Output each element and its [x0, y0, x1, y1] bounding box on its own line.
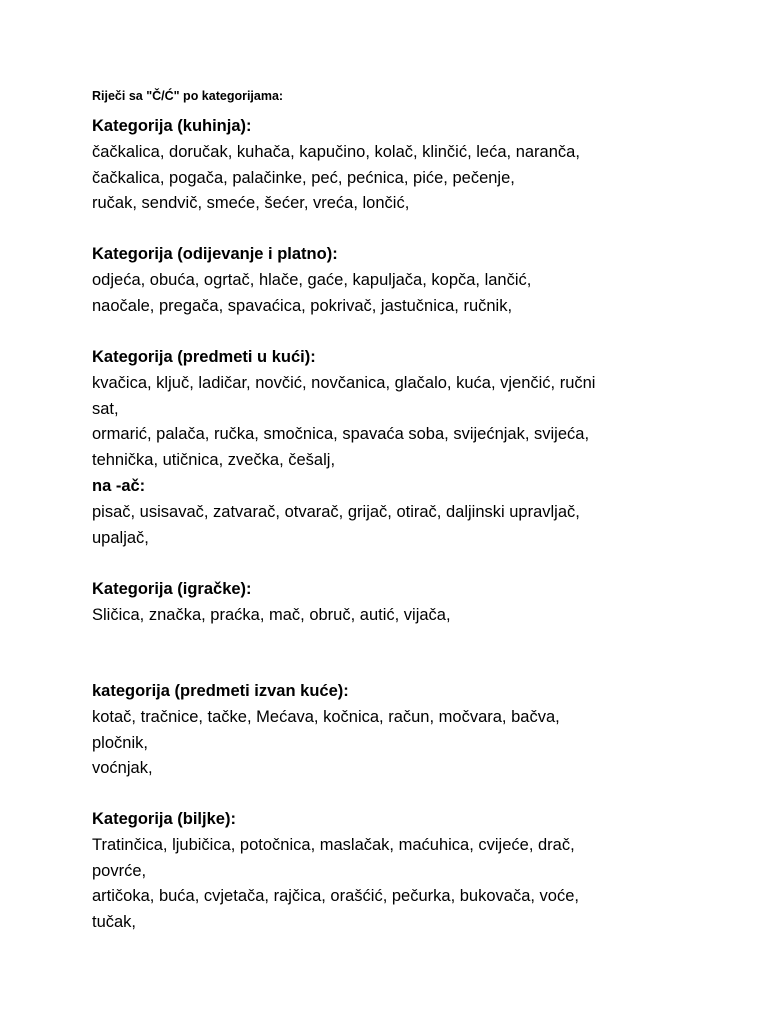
word-list-line: tehnička, utičnica, zvečka, češalj,	[92, 451, 336, 470]
word-list-line: naočale, pregača, spavaćica, pokrivač, jastučnica, ručnik,	[92, 296, 513, 315]
word-list-line: pločnik,	[92, 733, 148, 752]
word-list-line: povrće,	[92, 861, 147, 880]
section-heading: kategorija (predmeti izvan kuće):	[92, 682, 349, 700]
word-list-line: upaljač,	[92, 528, 149, 547]
word-list-line: odjeća, obuća, ogrtač, hlače, gaće, kapuljača, kopča, lančić,	[92, 270, 532, 289]
section-subheading: na -ač:	[92, 476, 146, 495]
word-list-line: pisač, usisavač, zatvarač, otvarač, grijač, otirač, daljinski upravljač,	[92, 502, 580, 521]
word-list-line: tučak,	[92, 913, 137, 932]
section-heading: Kategorija (kuhinja):	[92, 117, 252, 135]
document-title: Riječi sa "Č/Ć" po kategorijama:	[92, 89, 284, 103]
word-list-line: ormarić, palača, ručka, smočnica, spavaća soba, svijećnjak, svijeća,	[92, 425, 590, 444]
section-heading: Kategorija (biljke):	[92, 810, 236, 828]
section-predmeti-u-kuci	[92, 345, 692, 551]
word-list-line: kvačica, ključ, ladičar, novčić, novčanica, glačalo, kuća, vjenčić, ručni	[92, 373, 596, 392]
word-list-line: artičoka, buća, cvjetača, rajčica, orašćić, pečurka, bukovača, voće,	[92, 887, 579, 906]
section-heading: Kategorija (igračke):	[92, 580, 252, 598]
word-list-line: Tratinčica, ljubičica, potočnica, maslačak, maćuhica, cvijeće, drač,	[92, 835, 575, 854]
section-igracke	[92, 577, 692, 629]
section-biljke	[92, 807, 692, 936]
section-kuhinja	[92, 114, 692, 217]
word-list-line: čačkalica, pogača, palačinke, peć, pećnica, piće, pečenje,	[92, 168, 515, 187]
word-list-line: voćnjak,	[92, 759, 153, 778]
word-list-line: kotač, tračnice, tačke, Mećava, kočnica, račun, močvara, bačva,	[92, 707, 560, 726]
section-heading: Kategorija (predmeti u kući):	[92, 348, 316, 366]
word-list-line: čačkalica, doručak, kuhača, kapučino, kolač, klinčić, leća, naranča,	[92, 142, 580, 161]
section-heading: Kategorija (odijevanje i platno):	[92, 245, 338, 263]
word-list-line: sat,	[92, 399, 119, 418]
word-list-line: ručak, sendvič, smeće, šećer, vreća, lončić,	[92, 194, 410, 213]
word-list-line: Sličica, značka, praćka, mač, obruč, autić, vijača,	[92, 605, 451, 624]
section-predmeti-izvan-kuce	[92, 679, 692, 782]
section-odijevanje	[92, 242, 692, 319]
